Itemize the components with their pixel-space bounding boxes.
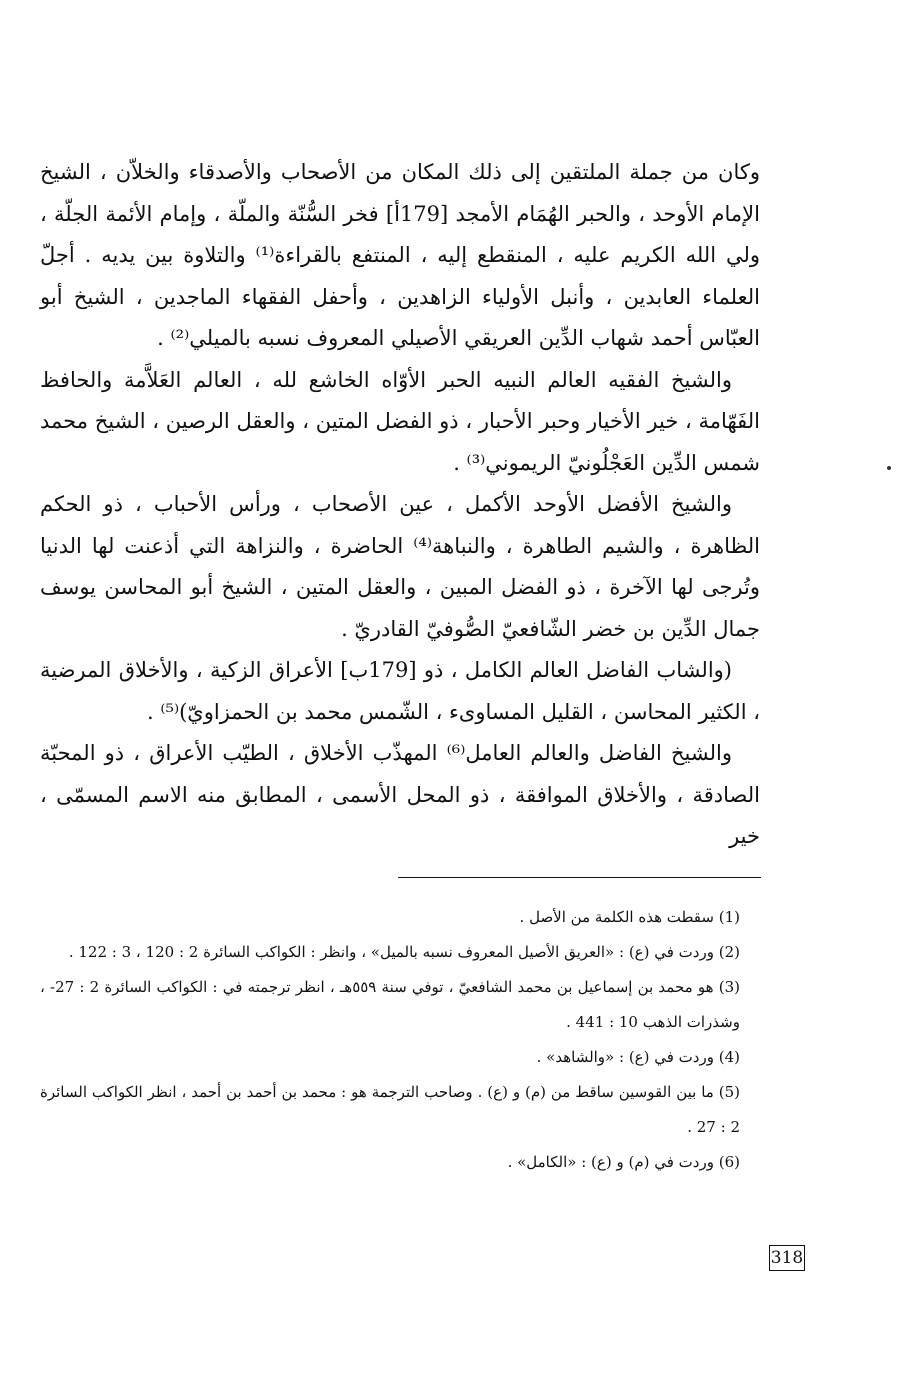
footnotes <box>40 900 740 1180</box>
paragraph: والشيخ الفاضل والعالم العامل⁽⁶⁾ المهذّب الأخلاق ، الطيّب الأعراق ، ذو المحبّة الصادقة ، والأخلاق الموافقة ، ذو المحل الأسمى ، المطابق منه الاسم المسمّى ، خير <box>40 741 760 848</box>
footnote: (1) سقطت هذه الكلمة من الأصل . <box>519 908 740 926</box>
page-number: 318 <box>769 1245 805 1271</box>
footnote: (3) هو محمد بن إسماعيل بن محمد الشافعيّ ، توفي سنة ٥٥٩هـ ، انظر ترجمته في : الكواكب السائرة 2 : 27- ، وشذرات الذهب 10 : 441 . <box>40 978 740 1031</box>
footnote: (6) وردت في (م) و (ع) : «الكامل» . <box>507 1153 740 1171</box>
paragraph: وكان من جملة الملتقين إلى ذلك المكان من الأصحاب والأصدقاء والخلاّن ، الشيخ الإمام الأوحد ، والحبر الهُمَام الأمجد [179أ] فخر السُّنّة والملّة ، وإمام الأئمة الجلّة ، ولي الله الكريم عليه ، المنقطع إليه ، المنتفع بالقراءة⁽¹⁾ والتلاوة بين يديه . أجلّ العلماء العابدين ، وأنبل الأولياء الزاهدين ، وأحفل الفقهاء الماجدين ، الشيخ أبو العبّاس أحمد شهاب الدِّين العريقي الأصيلي المعروف نسبه بالميلي⁽²⁾ . <box>40 160 761 350</box>
paragraph: (والشاب الفاضل العالم الكامل ، ذو [179ب] الأعراق الزكية ، والأخلاق المرضية ، الكثير المحاسن ، القليل المساوىء ، الشّمس محمد بن الحمزاويّ)⁽⁵⁾ . <box>40 658 760 724</box>
paragraph: والشيخ الأفضل الأوحد الأكمل ، عين الأصحاب ، ورأس الأحباب ، ذو الحكم الظاهرة ، والشيم الطاهرة ، والنباهة⁽⁴⁾ الحاضرة ، والنزاهة التي أذعنت لها الدنيا وتُرجى لها الآخرة ، ذو الفضل المبين ، والعقل المتين ، الشيخ أبو المحاسن يوسف جمال الدِّين بن خضر الشّافعيّ الصُّوفيّ القادريّ . <box>40 492 760 641</box>
margin-mark <box>887 466 891 470</box>
main-text <box>40 152 760 858</box>
footnote-separator <box>398 877 761 878</box>
paragraph: والشيخ الفقيه العالم النبيه الحبر الأوّاه الخاشع لله ، العالم العَلاَّمة والحافظ الفَهّامة ، خير الأخيار وحبر الأحبار ، ذو الفضل المتين ، والعقل الرصين ، الشيخ محمد شمس الدِّين العَجْلُونيّ الريموني⁽³⁾ . <box>40 367 760 475</box>
footnote: (4) وردت في (ع) : «والشاهد» . <box>536 1048 740 1066</box>
footnote: (5) ما بين القوسين ساقط من (م) و (ع) . وصاحب الترجمة هو : محمد بن أحمد بن أحمد ، انظر الكواكب السائرة 2 : 27 . <box>40 1083 740 1136</box>
footnote: (2) وردت في (ع) : «العريق الأصيل المعروف نسبه بالميل» ، وانظر : الكواكب السائرة 2 : 120 ، 3 : 122 . <box>68 943 740 961</box>
